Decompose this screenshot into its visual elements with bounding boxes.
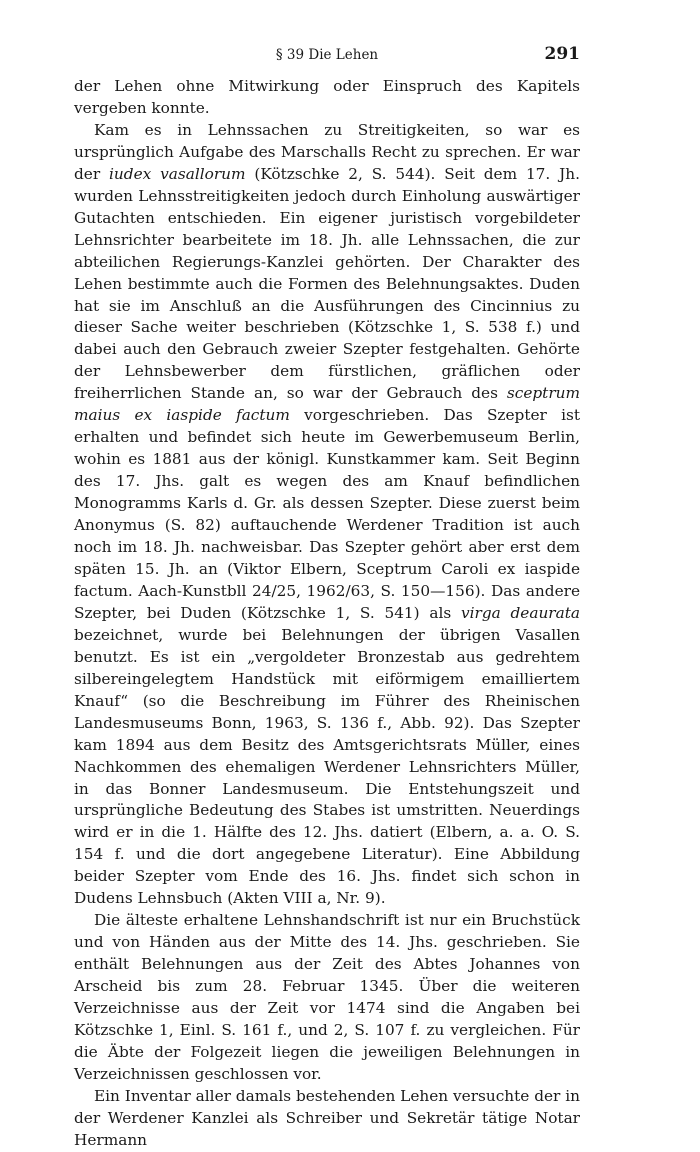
text-run: Ein Inventar aller damals bestehenden Lehen versuchte der in der Werdener Kanzlei als Schreiber und Sekretär tätige Notar Hermann bbox=[74, 1086, 580, 1149]
paragraph bbox=[74, 76, 580, 120]
body-text bbox=[74, 76, 580, 1152]
italic-term: virga deaurata bbox=[460, 603, 581, 622]
page-number: 291 bbox=[544, 44, 580, 64]
paragraph bbox=[74, 120, 580, 910]
text-run: der Lehen ohne Mitwirkung oder Einspruch des Kapitels vergeben konnte. bbox=[74, 77, 580, 117]
text-run: Kam es in Lehnssachen zu Streitigkeiten, so war es ursprünglich Aufgabe des Marschalls Recht zu sprechen. Er war der bbox=[74, 120, 580, 183]
text-run: vorgeschrieben. Das Szepter ist erhalten und befindet sich heute im Gewerbemuseum Berlin, wohin es 1881 aus der königl. Kunstkammer kam. Seit Beginn des 17. Jhs. galt es wegen des am Knauf befindlichen Monogramms Karls d. Gr. als dessen Szepter. Diese zuerst beim Anonymus (S. 82) auftauchende Werdener Tradition ist auch noch im 18. Jh. nachweisbar. Das Szepter gehört aber erst dem späten 15. Jh. an (Viktor Elbern, Sceptrum Caroli ex iaspide factum. Aach-Kunstbll 24/25, 1962/63, S. 150—156). Das andere Szepter, bei Duden (Kötzschke 1, S. 541) als bbox=[74, 406, 580, 622]
italic-term: sceptrum maius ex iaspide factum bbox=[74, 384, 580, 425]
italic-term: iudex vasallorum bbox=[109, 164, 246, 183]
text-run: Die älteste erhaltene Lehnshandschrift ist nur ein Bruchstück und von Händen aus der Mitte des 14. Jhs. geschrieben. Sie enthält Belehnungen aus der Zeit des Abtes Johannes von Arscheid bis zum 28. Februar 1345. Über die weiteren Verzeichnisse aus der Zeit vor 1474 sind die Angaben bei Kötzschke 1, Einl. S. 161 f., und 2, S. 107 f. zu vergleichen. Für die Äbte der Folgezeit liegen die jeweiligen Belehnungen in Verzeichnissen geschlossen vor. bbox=[74, 911, 580, 1083]
text-run: bezeichnet, wurde bei Belehnungen der übrigen Vasallen benutzt. Es ist ein „vergoldeter Bronzestab aus gedrehtem silbereingelegtem Handstück mit eiförmigem emailliertem Knauf“ (so die Beschreibung im Führer des Rheinischen Landesmuseums Bonn, 1963, S. 136 f., Abb. 92). Das Szepter kam 1894 aus dem Besitz des Amtsgerichtsrats Müller, eines Nachkommen des ehemaligen Werdener Lehnsrichters Müller, in das Bonner Landesmuseum. Die Entstehungszeit und ursprüngliche Bedeutung des Stabes ist umstritten. Neuerdings wird er in die 1. Hälfte des 12. Jhs. datiert (Elbern, a. a. O. S. 154 f. und die dort angegebene Literatur). Eine Abbildung beider Szepter vom Ende des 16. Jhs. findet sich schon in Dudens Lehnsbuch (Akten VIII a, Nr. 9). bbox=[74, 625, 580, 908]
paragraph bbox=[74, 910, 580, 1086]
paragraph bbox=[74, 1086, 580, 1152]
running-head: § 39 Die Lehen bbox=[275, 47, 379, 63]
page-header bbox=[74, 44, 580, 68]
text-run: (Kötzschke 2, S. 544). Seit dem 17. Jh. wurden Lehnsstreitigkeiten jedoch durch Einholung auswärtiger Gutachten entschieden. Ein eigener juristisch vorgebildeter Lehnsrichter bearbeitete im 18. Jh. alle Lehnssachen, die zur abteilichen Regierungs-Kanzlei gehörten. Der Charakter des Lehen bestimmte auch die Formen des Belehnungsaktes. Duden hat sie im Anschluß an die Ausführungen des Cincinnius zu dieser Sache weiter beschrieben (Kötzschke 1, S. 538 f.) und dabei auch den Gebrauch zweier Szepter festgehalten. Gehörte der Lehnsbewerber dem fürstlichen, gräflichen oder freiherrlichen Stande an, so war der Gebrauch des bbox=[74, 164, 580, 403]
